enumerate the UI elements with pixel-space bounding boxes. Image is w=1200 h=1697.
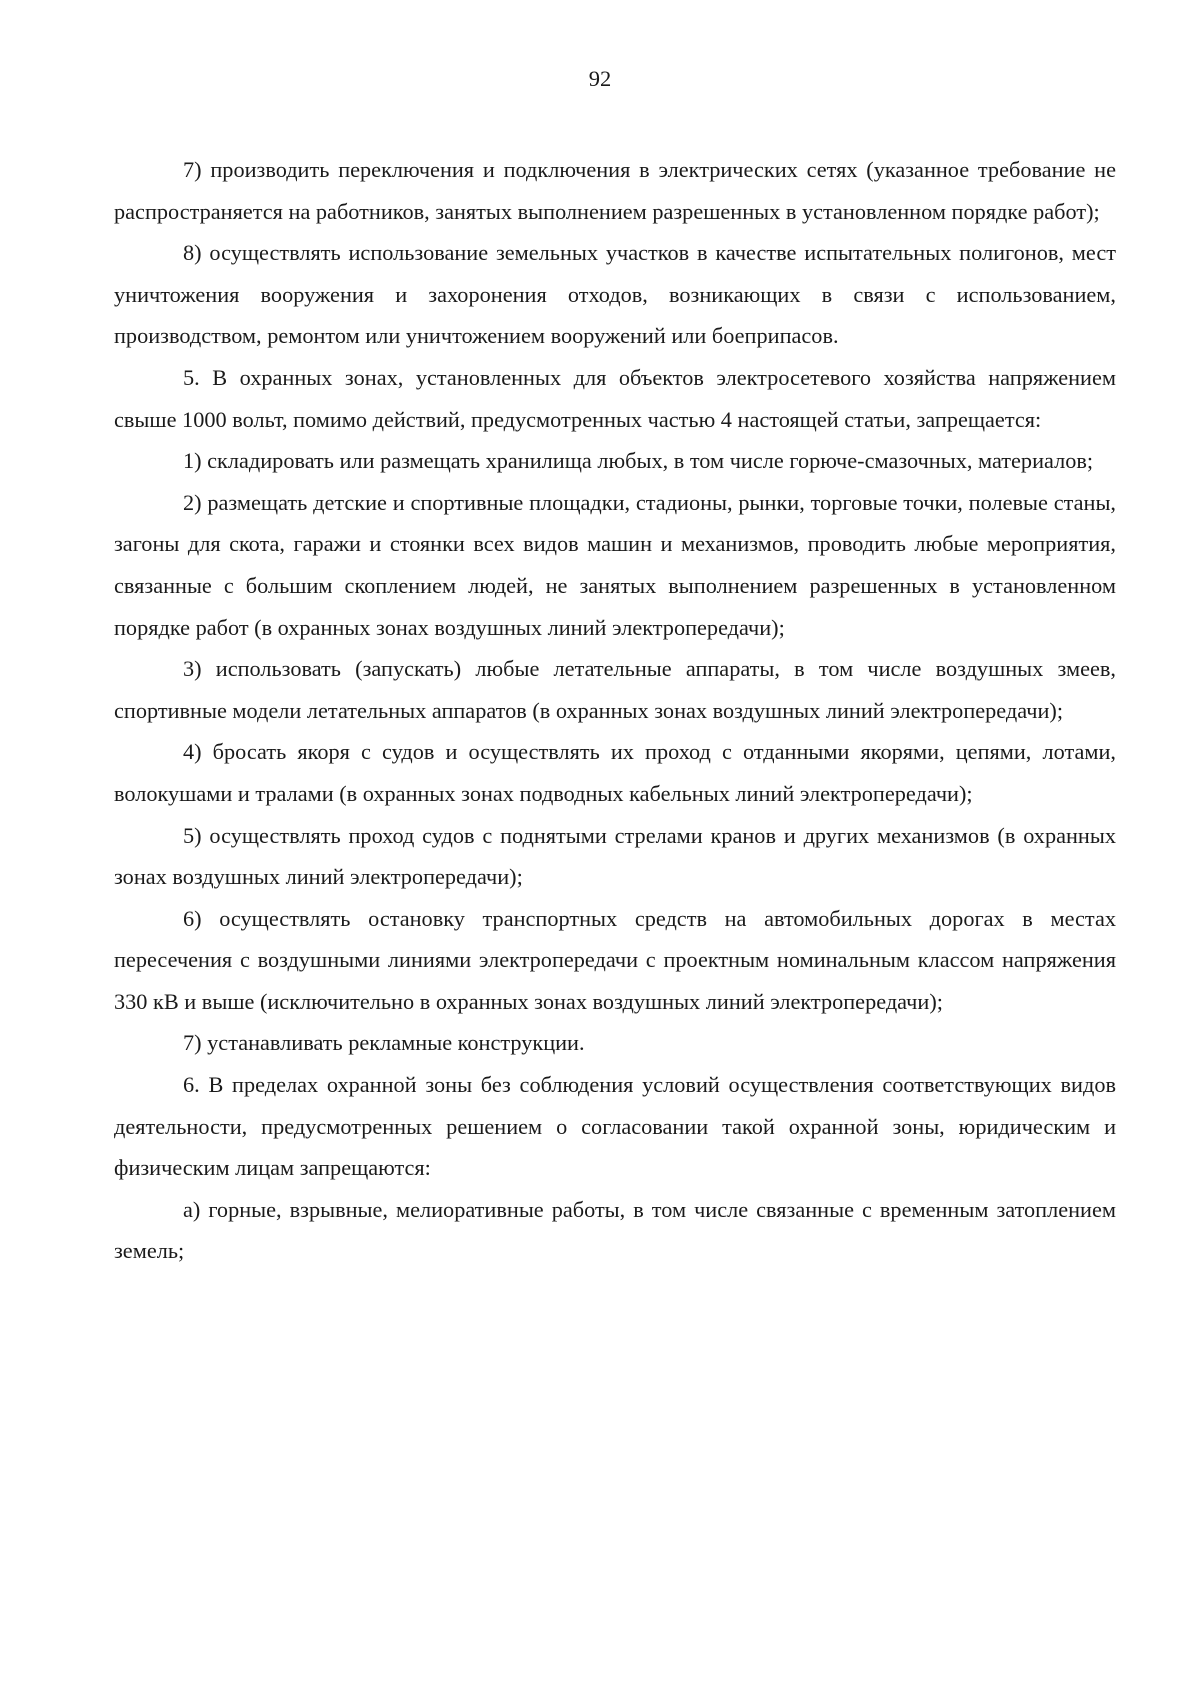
document-body: [114, 149, 1116, 1272]
paragraph-item-1-storage: 1) складировать или размещать хранилища любых, в том числе горюче-смазочных, материалов;: [183, 448, 1094, 474]
paragraph-item-7-advertising: 7) устанавливать рекламные конструкции.: [183, 1030, 585, 1056]
paragraph-item-5-vessels: 5) осуществлять проход судов с поднятыми стрелами кранов и других механизмов (в охранных зонах воздушных линий электропередачи);: [114, 822, 1116, 890]
paragraph-item-2-playgrounds: 2) размещать детские и спортивные площадки, стадионы, рынки, торговые точки, полевые станы, загоны для скота, гаражи и стоянки всех видов машин и механизмов, проводить любые мероприятия, связанные с большим скоплением людей, не занятых выполнением разрешенных в установленном порядке работ (в охранных зонах воздушных линий электропередачи);: [114, 489, 1116, 640]
paragraph-item-3-aircraft: 3) использовать (запускать) любые летательные аппараты, в том числе воздушных змеев, спортивные модели летательных аппаратов (в охранных зонах воздушных линий электропередачи);: [114, 656, 1116, 723]
page-number: 92: [588, 66, 612, 91]
paragraph-item-6-vehicles: 6) осуществлять остановку транспортных средств на автомобильных дорогах в местах пересечения с воздушными линиями электропередачи с проектным номинальным классом напряжения 330 кВ и выше (исключительно в охранных зонах воздушных линий электропередачи);: [114, 905, 1116, 1014]
paragraph-section-6: 6. В пределах охранной зоны без соблюдения условий осуществления соответствующих видов деятельности, предусмотренных решением о согласовании такой охранной зоны, юридическим и физическим лицам запрещаются:: [114, 1072, 1116, 1181]
paragraph-item-a-mining: а) горные, взрывные, мелиоративные работы, в том числе связанные с временным затоплением земель;: [114, 1196, 1116, 1264]
paragraph-item-8-land-use: 8) осуществлять использование земельных участков в качестве испытательных полигонов, мест уничтожения вооружения и захоронения отходов, возникающих в связи с использованием, производством, ремонтом или уничтожением вооружений или боеприпасов.: [114, 240, 1116, 349]
paragraph-item-4-anchors: 4) бросать якоря с судов и осуществлять их проход с отданными якорями, цепями, лотами, волокушами и тралами (в охранных зонах подводных кабельных линий электропередачи);: [114, 739, 1116, 806]
paragraph-section-5: 5. В охранных зонах, установленных для объектов электросетевого хозяйства напряжением свыше 1000 вольт, помимо действий, предусмотренных частью 4 настоящей статьи, запрещается:: [114, 364, 1116, 432]
paragraph-item-7-switching: 7) производить переключения и подключения в электрических сетях (указанное требование не распространяется на работников, занятых выполнением разрешенных в установленном порядке работ);: [114, 157, 1116, 224]
